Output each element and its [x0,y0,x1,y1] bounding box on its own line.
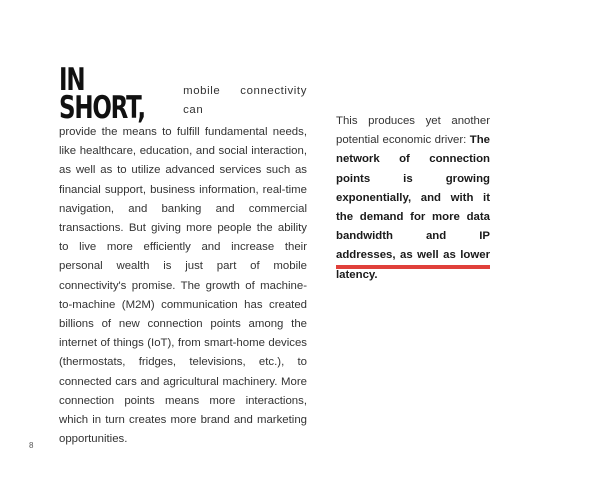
headline: IN SHORT, [59,62,145,126]
page-number: 8 [29,441,34,450]
left-column [59,62,307,449]
accent-divider [336,265,490,269]
right-column [336,112,490,285]
right-intro-text: This produces yet another potential economic driver: [336,115,490,147]
left-body-text: provide the means to fulfill fundamental needs, like healthcare, education, and social interaction, as well as to utilize advanced services such as financial support, business information, real-time navigation, and banking and commercial transactions. But giving more people the ability to live more efficiently and increase their personal wealth is just part of mobile connectivity's promise. The growth of machine-to-machine (M2M) communication has created billions of new connection points among the internet of things (IoT), from smart-home devices (thermostats, fridges, televisions, etc.), to connected cars and agricultural machinery. More connection points means more interactions, which in turn creates more brand and marketing opportunities. [59,126,307,446]
right-bold-text: The network of connection points is growing exponentially, and with it the demand for more data bandwidth and IP addresses, as well as lower latency. [336,134,490,281]
headline-line [59,62,307,126]
left-first-line-text: mobile connectivity can [183,84,307,116]
